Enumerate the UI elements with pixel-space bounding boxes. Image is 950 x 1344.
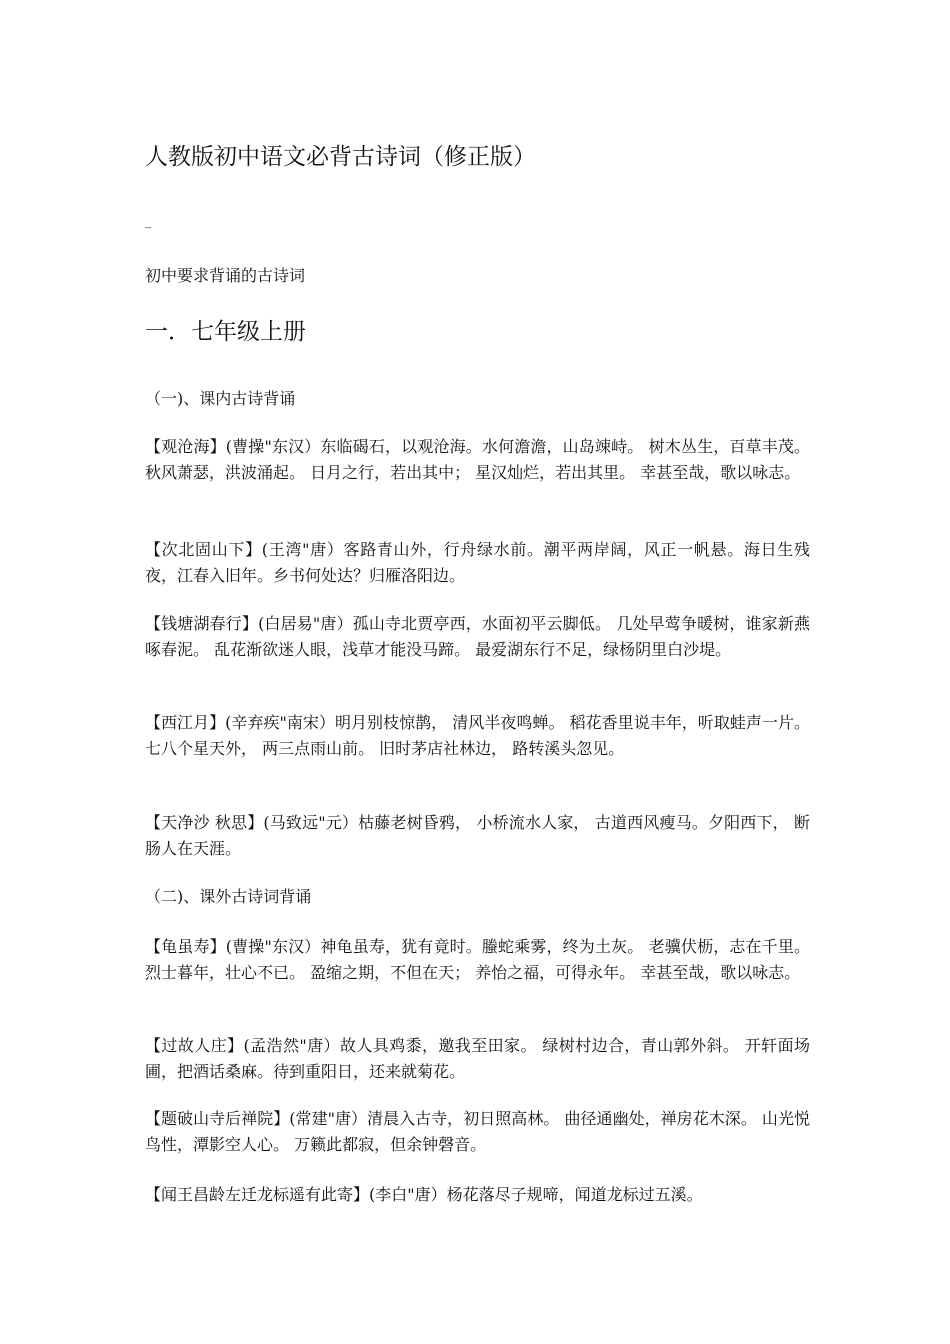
- poem-text: (曹操"东汉）东临碣石，以观沧海。水何澹澹，山岛竦峙。 树木丛生，百草丰茂。 秋风萧瑟，洪波涌起。 日月之行，若出其中； 星汉灿烂，若出其里。 幸甚至哉，歌以咏志。: [145, 437, 810, 482]
- poem-paragraph: [145, 1106, 810, 1158]
- poem-paragraph: [145, 611, 810, 663]
- poem-title: 【龟虽寿】: [145, 937, 226, 956]
- poem-paragraph: [145, 934, 810, 986]
- poem-paragraph: [145, 810, 810, 862]
- document-title: 人教版初中语文必背古诗词（修正版）: [145, 144, 536, 170]
- poem-paragraph: [145, 1033, 810, 1085]
- poem-paragraph: [145, 710, 810, 762]
- poem-title: 【钱塘湖春行】: [145, 614, 259, 633]
- poem-title: 【天净沙 秋思】: [145, 813, 264, 832]
- document-subtitle: 初中要求背诵的古诗词: [145, 266, 306, 285]
- poem-text: (常建"唐）清晨入古寺，初日照高林。 曲径通幽处，禅房花木深。 山光悦鸟性，潭影空人心。 万籁此都寂，但余钟磬音。: [145, 1109, 810, 1154]
- poem-text: (曹操"东汉）神龟虽寿，犹有竟时。螣蛇乘雾，终为土灰。 老骥伏枥，志在千里。 烈士暮年，壮心不已。 盈缩之期，不但在天； 养怡之福，可得永年。 幸甚至哉，歌以咏志。: [145, 937, 810, 982]
- poem-title: 【题破山寺后禅院】: [145, 1109, 290, 1128]
- poem-title: 【闻王昌龄左迁龙标遥有此寄】: [145, 1185, 370, 1204]
- poem-paragraph: [145, 537, 810, 589]
- grade-heading: 一．七年级上册: [145, 319, 306, 345]
- poem-paragraph: [145, 1182, 810, 1208]
- poem-title: 【次北固山下】: [145, 540, 262, 559]
- poem-text: (李白"唐）杨花落尽子规啼，闻道龙标过五溪。: [369, 1185, 703, 1204]
- poem-text: (孟浩然"唐）故人具鸡黍，邀我至田家。 绿树村边合，青山郭外斜。 开轩面场圃，把酒话桑麻。待到重阳日，还来就菊花。: [145, 1036, 810, 1081]
- poem-title: 【过故人庄】: [145, 1036, 244, 1055]
- poem-text: (辛弃疾"南宋）明月别枝惊鹊， 清风半夜鸣蝉。 稻花香里说丰年，听取蛙声一片。七八个星天外， 两三点雨山前。 旧时茅店社林边， 路转溪头忽见。: [145, 713, 810, 758]
- poem-text: (马致远"元）枯藤老树昏鸦， 小桥流水人家， 古道西风瘦马。夕阳西下， 断肠人在天涯。: [145, 813, 810, 858]
- poem-text: (白居易"唐）孤山寺北贾亭西，水面初平云脚低。 几处早莺争暖树，谁家新燕啄春泥。 乱花渐欲迷人眼，浅草才能没马蹄。 最爱湖东行不足，绿杨阴里白沙堤。: [145, 614, 810, 659]
- poem-text: (王湾"唐）客路青山外，行舟绿水前。潮平两岸阔，风正一帆悬。海日生残夜，江春入旧年。乡书何处达？归雁洛阳边。: [145, 540, 810, 585]
- section-heading-extra: （二)、课外古诗词背诵: [145, 887, 312, 906]
- poem-title: 【观沧海】: [145, 437, 226, 456]
- section-heading-in-class: （一)、课内古诗背诵: [145, 389, 296, 408]
- separator-mark: _: [145, 214, 152, 229]
- poem-title: 【西江月】: [145, 713, 226, 732]
- poem-paragraph: [145, 434, 810, 486]
